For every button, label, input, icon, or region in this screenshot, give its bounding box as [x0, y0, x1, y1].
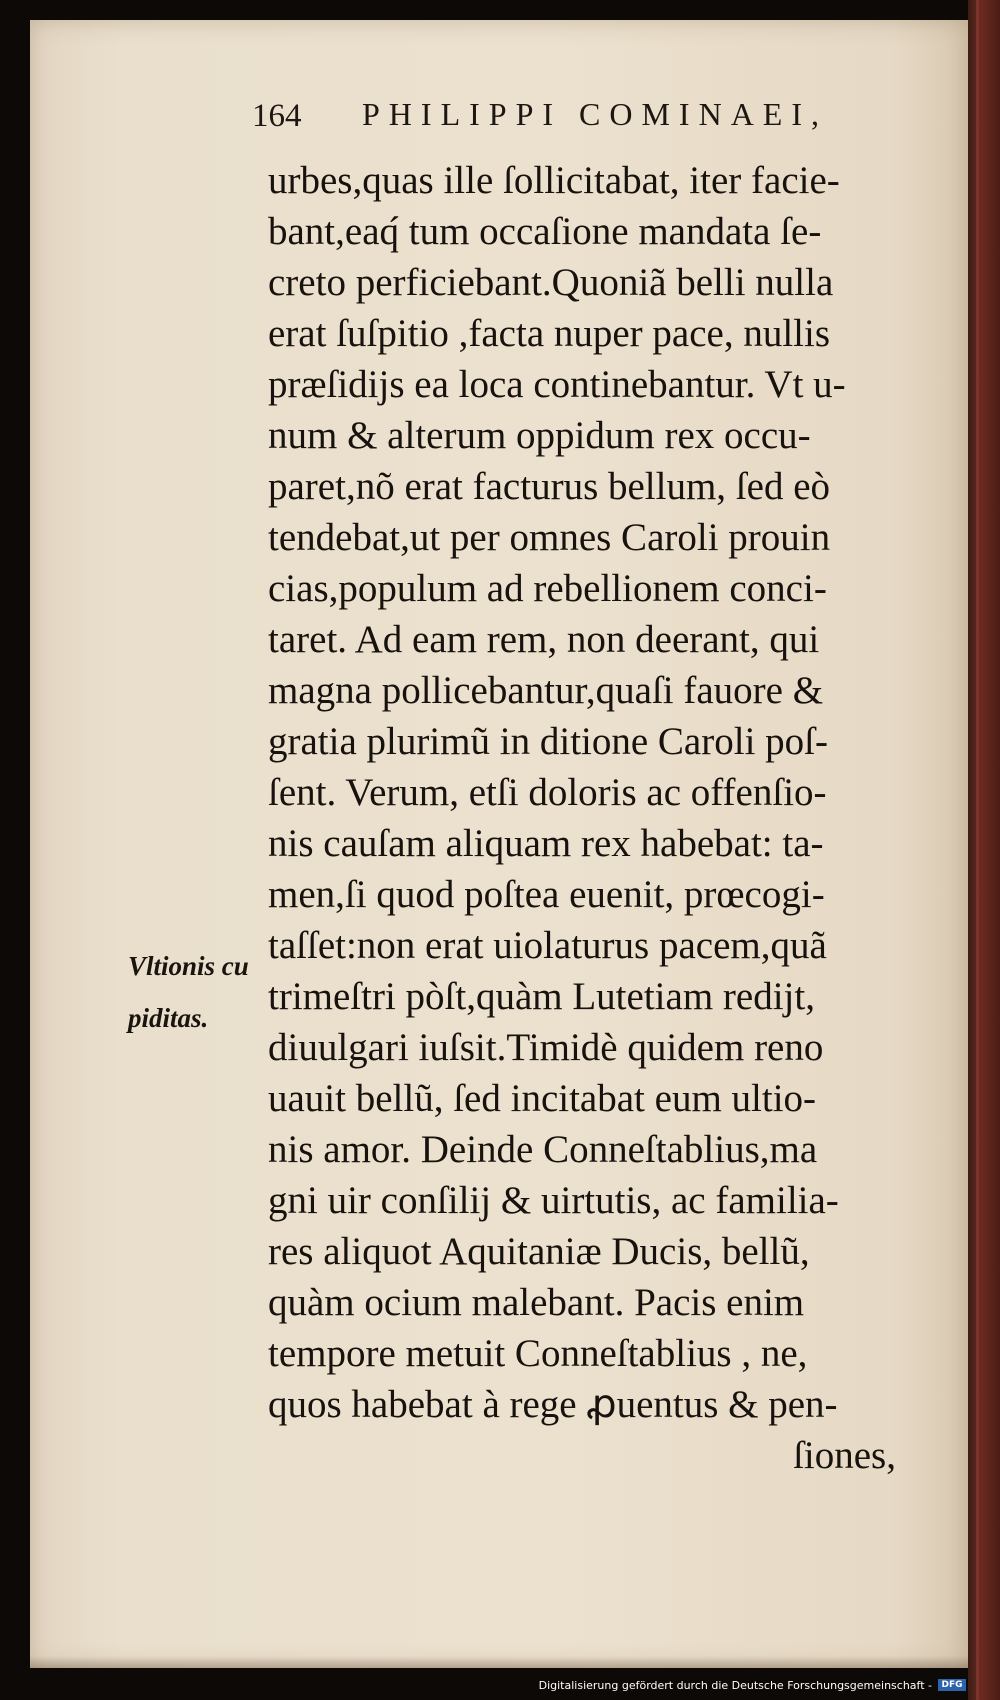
marginal-note-line: Vltionis cu	[128, 951, 249, 981]
text-line: num & alterum oppidum rex occu-	[268, 414, 811, 457]
text-line: trimeſtri pòſt,quàm Lutetiam redijt,	[268, 975, 815, 1018]
text-line: men,ſi quod poſtea euenit, prœcogi-	[268, 873, 825, 916]
text-line: cias,populum ad rebellionem conci-	[268, 567, 827, 610]
text-line: res aliquot Aquitaniæ Ducis, bellũ,	[268, 1230, 810, 1273]
text-line: magna pollicebantur,quaſi fauore &	[268, 669, 824, 712]
running-title: PHILIPPI COMINAEI,	[362, 96, 828, 132]
text-line: nis amor. Deinde Conneſtablius,ma	[268, 1128, 818, 1171]
text-line: creto perficiebant.Quoniã belli nulla	[268, 261, 834, 304]
text-line: bant,eaq́ tum occaſione mandata ſe-	[268, 210, 822, 253]
page-number: 164	[252, 98, 302, 134]
text-line: quàm ocium malebant. Pacis enim	[268, 1281, 805, 1324]
body-text	[268, 155, 896, 1481]
marginal-note-line: piditas.	[128, 1003, 209, 1033]
marginal-note	[128, 940, 278, 1044]
page-header	[252, 90, 902, 138]
credit-text: Digitalisierung gefördert durch die Deutsche Forschungsgemeinschaft -	[538, 1678, 932, 1692]
digitization-credit	[539, 1676, 966, 1694]
text-line: præſidijs ea loca continebantur. Vt u-	[268, 363, 846, 406]
text-line: diuulgari iuſsit.Timidè quidem reno	[268, 1026, 824, 1069]
book-binding-edge	[968, 0, 1000, 1700]
text-line: tempore metuit Conneſtablius , ne,	[268, 1332, 808, 1375]
text-line: gni uir conſilij & uirtutis, ac familia-	[268, 1179, 839, 1222]
text-line: taſſet:non erat uiolaturus pacem,quã	[268, 924, 827, 967]
text-line: tendebat,ut per omnes Caroli prouin	[268, 516, 831, 559]
text-line: uauit bellũ, ſed incitabat eum ultio-	[268, 1077, 817, 1120]
text-line: erat ſuſpitio ,facta nuper pace, nullis	[268, 312, 831, 355]
text-line: urbes,quas ille ſollicitabat, iter facie-	[268, 159, 840, 202]
text-line: gratia plurimũ in ditione Caroli poſ-	[268, 720, 828, 763]
text-line: quos habebat à rege ꝓuentus & pen-	[268, 1383, 838, 1426]
text-line: taret. Ad eam rem, non deerant, qui	[268, 618, 820, 661]
text-line: ſent. Verum, etſi doloris ac offenſio-	[268, 771, 827, 814]
text-line: ſiones,	[793, 1434, 896, 1477]
text-line: nis cauſam aliquam rex habebat: ta-	[268, 822, 824, 865]
dfg-logo: DFG	[938, 1679, 966, 1691]
text-line: paret,nõ erat facturus bellum, ſed eò	[268, 465, 831, 508]
